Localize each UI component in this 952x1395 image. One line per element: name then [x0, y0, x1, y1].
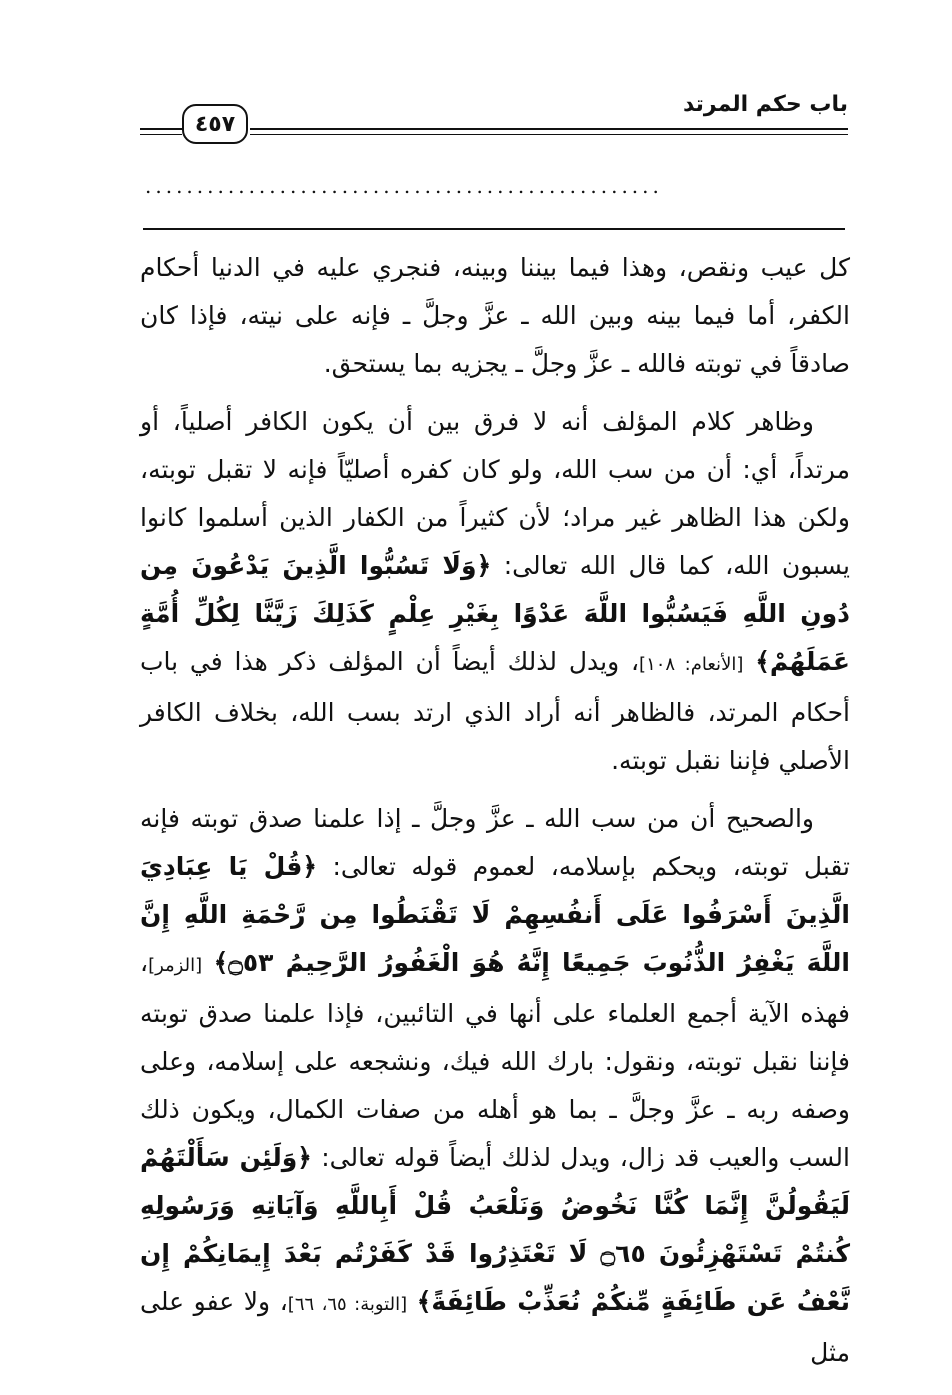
body-text	[140, 244, 850, 1387]
page-header	[140, 88, 848, 148]
header-rule	[140, 128, 182, 130]
quran-verse: ﴿قُلْ يَا عِبَادِيَ الَّذِينَ أَسْرَفُوا عَلَى أَنفُسِهِمْ لَا تَقْنَطُوا مِن رَّحْمَةِ اللَّهِ إِنَّ اللَّهَ يَغْفِرُ الذُّنُوبَ جَمِيعًا إِنَّهُ هُوَ الْغَفُورُ الرَّحِيمُ ۝٥٣﴾	[140, 852, 850, 977]
header-rule	[250, 128, 848, 130]
verse-reference: [الزمر]	[148, 955, 203, 976]
paragraph	[140, 398, 850, 785]
header-rule	[250, 134, 848, 135]
paragraph-text: ، ولا عفو على مثل	[140, 1287, 850, 1367]
verse-reference: [التوبة: ٦٥، ٦٦]	[287, 1294, 408, 1315]
paragraph	[140, 244, 850, 388]
paragraph-text: وظاهر كلام المؤلف أنه لا فرق بين أن يكون الكافر أصلياً، أو مرتداً، أي: أن من سب الله، ولو كان كفره أصليّاً فإنه لا تقبل توبته، ولكن هذا الظاهر غير مراد؛ لأن كثيراً من الكفار الذين أسلموا كانوا يسبون الله، كما قال الله تعالى:	[140, 407, 850, 580]
page-number: ٤٥٧	[182, 104, 248, 144]
dotted-line: ..................................................	[145, 176, 663, 196]
verse-reference: [الأنعام: ١٠٨]	[639, 654, 744, 675]
paragraph	[140, 795, 850, 1377]
paragraph-text: ، ويدل لذلك أيضاً أن المؤلف ذكر هذا في باب أحكام المرتد، فالظاهر أنه أراد الذي ارتد بسب الله، بخلاف الكافر الأصلي فإننا نقبل توبته.	[140, 647, 850, 775]
running-title: باب حكم المرتد	[682, 92, 848, 117]
quran-verse: ﴿وَلَا تَسُبُّوا الَّذِينَ يَدْعُونَ مِن دُونِ اللَّهِ فَيَسُبُّوا اللَّهَ عَدْوًا بِغَيْرِ عِلْمٍ كَذَلِكَ زَيَّنَّا لِكُلِّ أُمَّةٍ عَمَلَهُمْ﴾	[140, 551, 850, 676]
paragraph-text: كل عيب ونقص، وهذا فيما بيننا وبينه، فنجري عليه في الدنيا أحكام الكفر، أما فيما بينه وبين الله ـ عزَّ وجلَّ ـ فإنه على نيته، فإذا كان صادقاً في توبته فالله ـ عزَّ وجلَّ ـ يجزيه بما يستحق.	[140, 253, 850, 378]
header-rule	[140, 134, 182, 135]
quran-verse: ﴿وَلَئِن سَأَلْتَهُمْ لَيَقُولُنَّ إِنَّمَا كُنَّا نَخُوضُ وَنَلْعَبُ قُلْ أَبِاللَّهِ وَآيَاتِهِ وَرَسُولِهِ كُنتُمْ تَسْتَهْزِئُونَ ۝٦٥ لَا تَعْتَذِرُوا قَدْ كَفَرْتُم بَعْدَ إِيمَانِكُمْ إِن نَّعْفُ عَن طَائِفَةٍ مِّنكُمْ نُعَذِّبْ طَائِفَةً﴾	[140, 1143, 851, 1316]
paragraph-text: ، فهذه الآية أجمع العلماء على أنها في التائبين، فإذا علمنا صدق توبته فإننا نقبل توبته، ونقول: بارك الله فيك، ونشجعه على إسلامه، وعلى وصفه ربه ـ عزَّ وجلَّ ـ بما هو أهله من صفات الكمال، ويكون ذلك السب والعيب قد زال، ويدل لذلك أيضاً قوله تعالى:	[140, 948, 850, 1172]
separator-line	[143, 228, 845, 230]
paragraph-text: والصحيح أن من سب الله ـ عزَّ وجلَّ ـ إذا علمنا صدق توبته فإنه تقبل توبته، ويحكم بإسلامه، لعموم قوله تعالى:	[140, 804, 850, 881]
